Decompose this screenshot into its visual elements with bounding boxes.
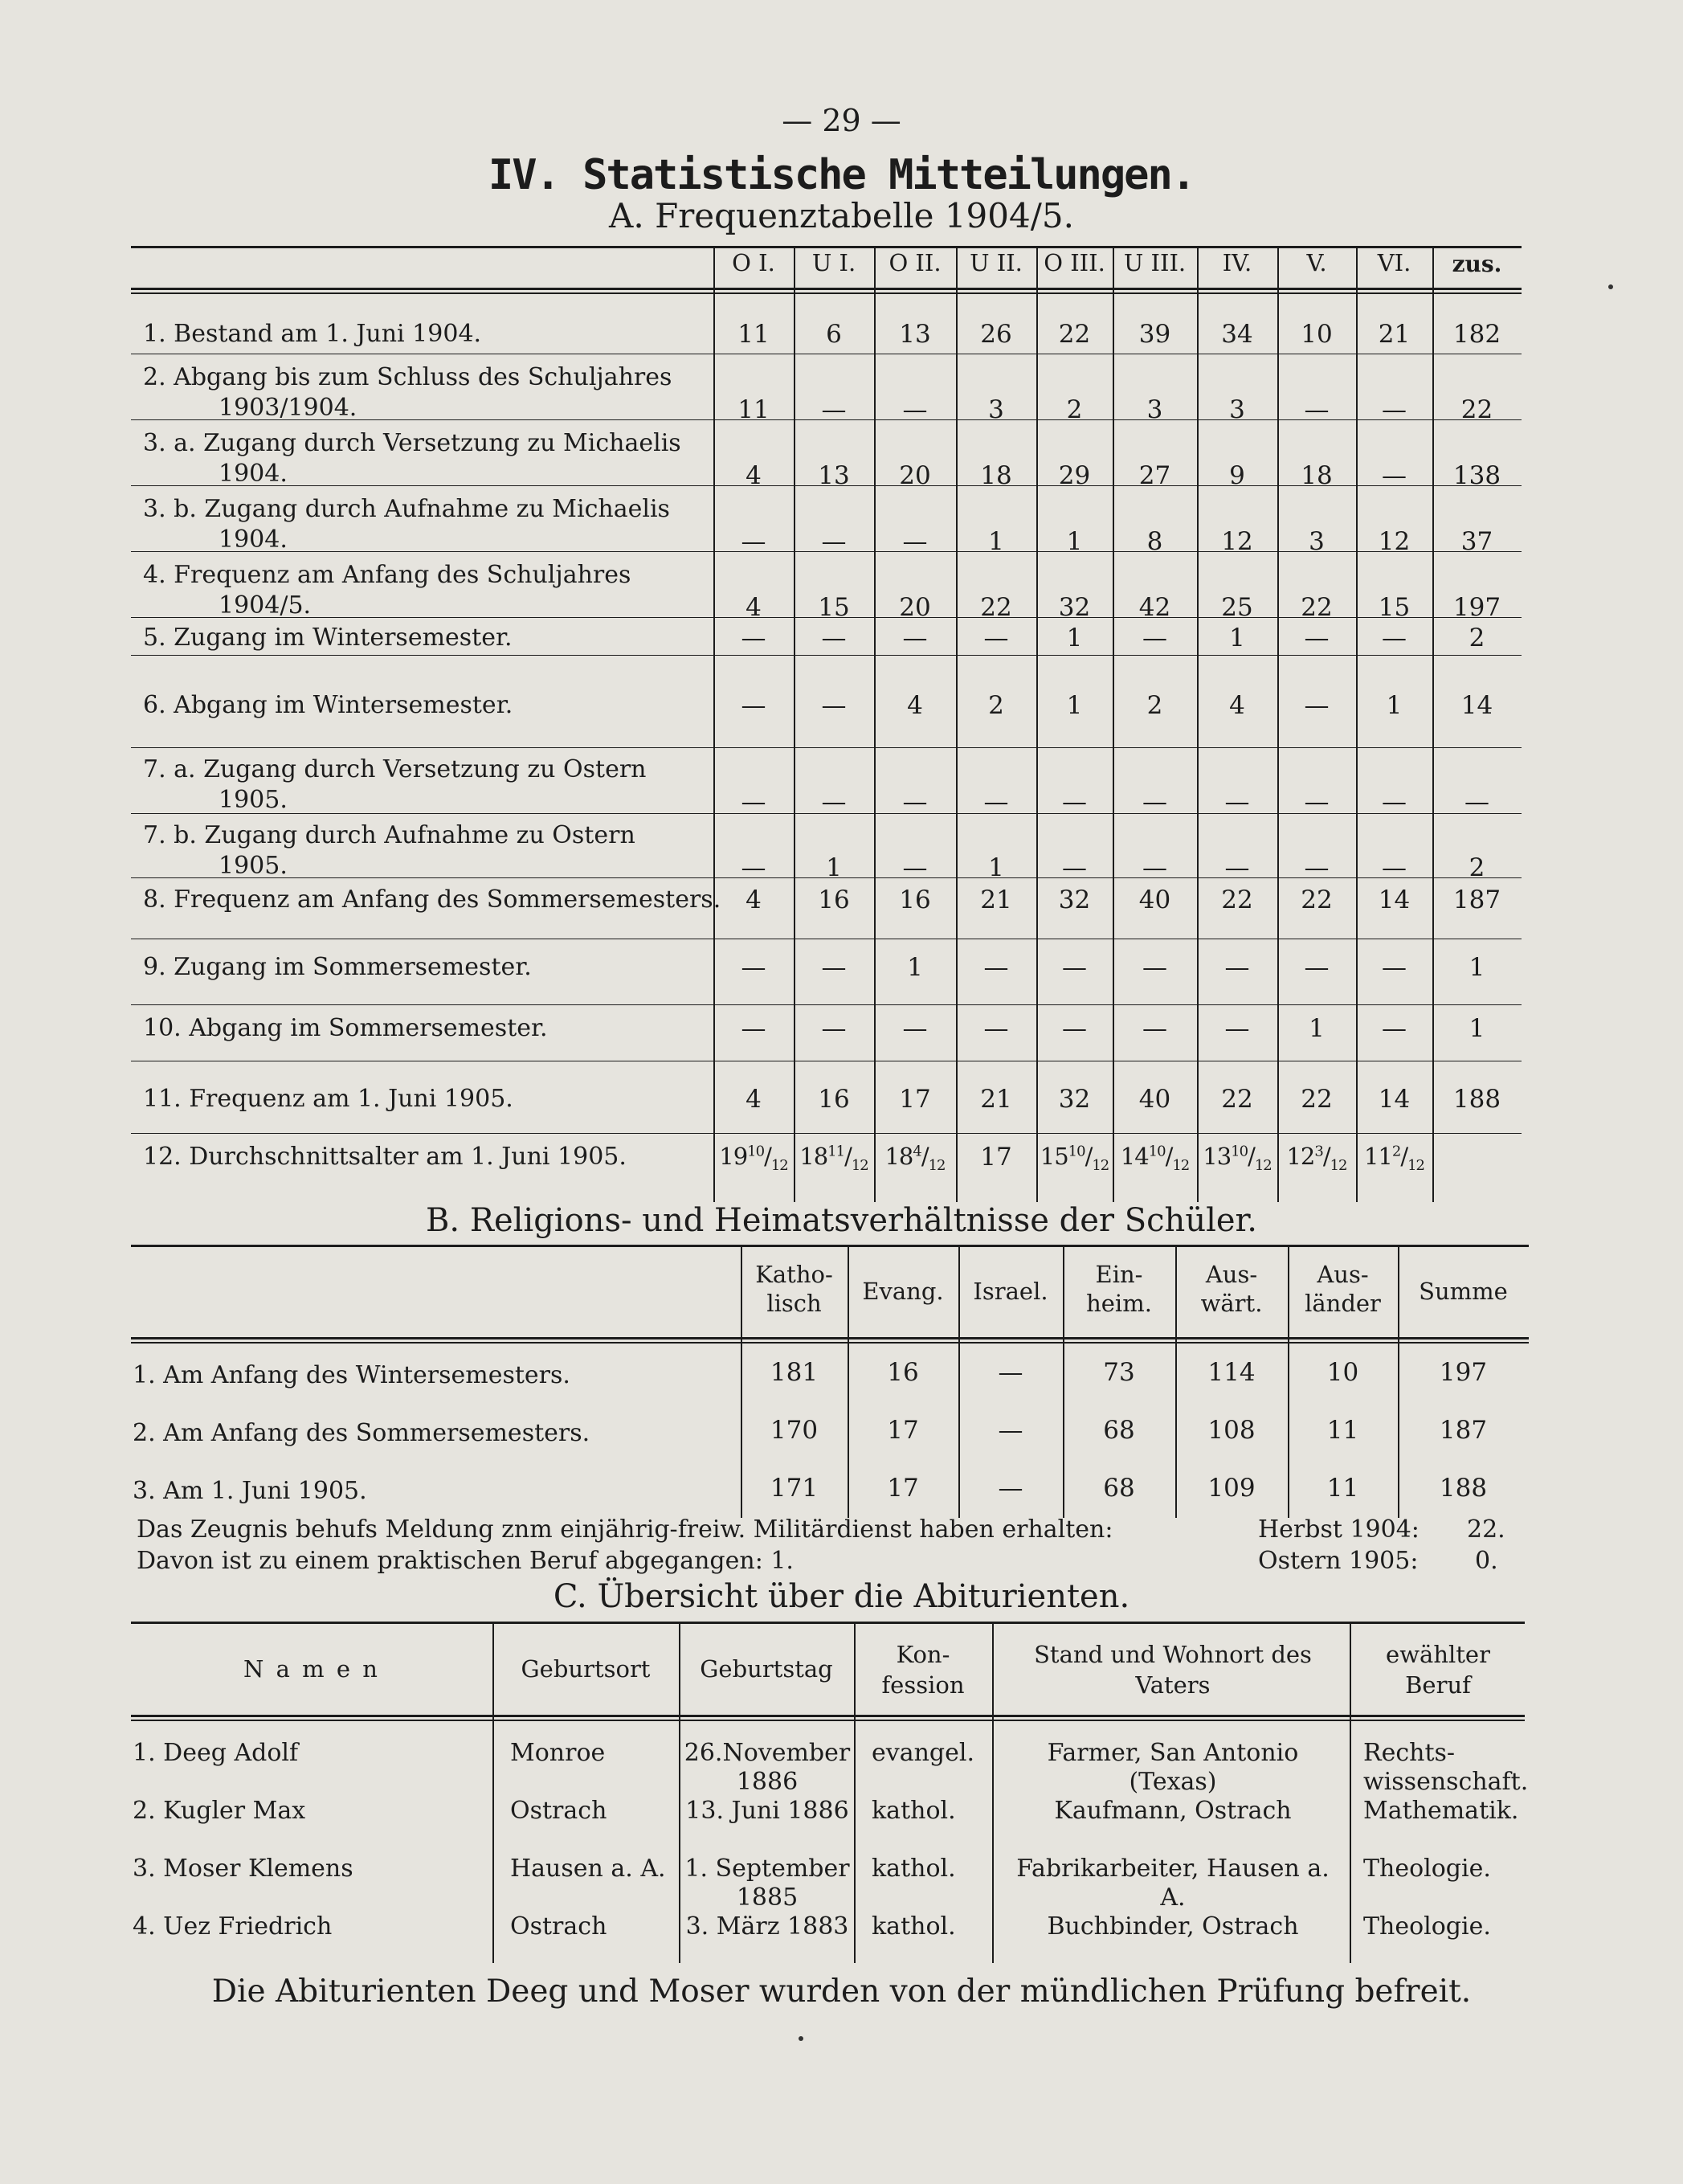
row-label: 3. a. Zugang durch Versetzung zu Michaelis <box>143 429 681 457</box>
table-cell: 17 <box>887 1416 919 1445</box>
table-cell: 73 <box>1103 1358 1135 1387</box>
table-cell: $11^2/_{12}$ <box>1363 1143 1425 1174</box>
row-label-continued: 1904/5. <box>219 591 312 620</box>
table-cell: 181 <box>770 1358 819 1387</box>
cell-tag: 26.November 1886 <box>684 1739 851 1796</box>
table-cell: 3 <box>1309 527 1325 556</box>
table-cell: — <box>1142 853 1167 882</box>
table-cell: 182 <box>1452 320 1501 349</box>
table-cell: 15 <box>818 593 850 622</box>
table-cell: 17 <box>887 1474 919 1503</box>
row-label-continued: 1905. <box>219 786 288 814</box>
table-cell: 14 <box>1378 885 1411 914</box>
speck <box>1608 284 1613 289</box>
table-cell: $12^3/_{12}$ <box>1286 1143 1347 1174</box>
cell-name: 3. Moser Klemens <box>133 1855 353 1883</box>
table-cell: 6 <box>826 320 842 349</box>
table-cell: 22 <box>1460 395 1493 424</box>
table-cell: 4 <box>746 461 762 490</box>
table-cell: 37 <box>1460 527 1493 556</box>
table-cell: — <box>1062 1014 1087 1043</box>
col-header-name: N a m e n <box>243 1655 380 1683</box>
cell-name: 1. Deeg Adolf <box>133 1739 299 1767</box>
table-cell: 3 <box>988 395 1004 424</box>
cell-tag: 3. März 1883 <box>685 1912 849 1941</box>
speck <box>799 2036 803 2041</box>
col-header-iv: IV. <box>1222 249 1252 276</box>
table-cell: $18^{11}/_{12}$ <box>799 1143 868 1174</box>
page-title: IV. Statistische Mitteilungen. <box>488 151 1195 199</box>
table-cell: — <box>1304 691 1330 720</box>
table-cell: 1 <box>1469 953 1485 982</box>
row-label-continued: 1904. <box>219 460 288 488</box>
table-cell: 26 <box>980 320 1012 349</box>
table-cell: 11 <box>737 395 770 424</box>
table-cell: 1 <box>1309 1014 1325 1043</box>
table-cell: 17 <box>980 1143 1012 1172</box>
table-cell: 108 <box>1207 1416 1256 1445</box>
table-cell: — <box>998 1474 1023 1503</box>
table-cell: — <box>1224 1014 1250 1043</box>
table-cell: — <box>741 953 766 982</box>
table-cell: — <box>1142 624 1167 652</box>
table-cell: — <box>1382 853 1407 882</box>
table-cell: — <box>821 527 847 556</box>
table-cell: — <box>902 624 928 652</box>
table-cell: 39 <box>1138 320 1171 349</box>
table-cell: 197 <box>1439 1358 1488 1387</box>
table-cell: 171 <box>770 1474 819 1503</box>
table-cell: — <box>983 953 1009 982</box>
table-cell: 13 <box>899 320 931 349</box>
table-cell: — <box>821 953 847 982</box>
table-cell: 12 <box>1378 527 1411 556</box>
table-cell: 1 <box>988 853 1004 882</box>
table-cell: 40 <box>1138 1085 1171 1114</box>
table-cell: 22 <box>1301 885 1333 914</box>
table-cell: 2 <box>988 691 1004 720</box>
table-cell: 1 <box>1229 624 1245 652</box>
table-cell: 11 <box>1326 1474 1359 1503</box>
table-cell: 16 <box>818 885 850 914</box>
row-label: 2. Am Anfang des Sommersemesters. <box>133 1419 590 1447</box>
cell-konf: kathol. <box>872 1912 956 1941</box>
cell-konf: kathol. <box>872 1797 956 1825</box>
table-cell: — <box>821 691 847 720</box>
table-cell: — <box>741 691 766 720</box>
table-cell: 2 <box>1066 395 1083 424</box>
footer-note: Die Abiturienten Deeg und Moser wurden von der mündlichen Prüfung befreit. <box>211 1973 1472 2010</box>
table-cell: — <box>1142 953 1167 982</box>
table-cell: 1 <box>1386 691 1403 720</box>
row-label: 6. Abgang im Wintersemester. <box>143 691 513 719</box>
table-cell: — <box>1224 953 1250 982</box>
table-cell: 27 <box>1138 461 1171 490</box>
table-cell: — <box>998 1416 1023 1445</box>
table-cell: 170 <box>770 1416 819 1445</box>
table-cell: 20 <box>899 593 931 622</box>
cell-beruf: Rechts- wissenschaft. <box>1363 1739 1529 1796</box>
cell-ort: Ostrach <box>510 1912 607 1941</box>
table-cell: 2 <box>1146 691 1163 720</box>
table-cell: 42 <box>1138 593 1171 622</box>
col-header-o2: O II. <box>888 249 942 276</box>
table-cell: 18 <box>980 461 1012 490</box>
table-cell: $14^{10}/_{12}$ <box>1120 1143 1190 1174</box>
table-cell: 4 <box>746 885 762 914</box>
col-header-o1: O I. <box>732 249 775 276</box>
table-cell: 10 <box>1301 320 1333 349</box>
table-cell: 4 <box>746 1085 762 1114</box>
table-cell: — <box>741 1014 766 1043</box>
table-cell: — <box>1062 787 1087 816</box>
cell-vater: Fabrikarbeiter, Hausen a. A. <box>1016 1855 1330 1912</box>
table-cell: 2 <box>1469 624 1485 652</box>
table-cell: 188 <box>1452 1085 1501 1114</box>
page-number: — 29 — <box>782 103 901 138</box>
table-cell: — <box>1304 953 1330 982</box>
table-cell: — <box>983 624 1009 652</box>
table-cell: 1 <box>1469 1014 1485 1043</box>
table-cell: — <box>741 787 766 816</box>
table-cell: — <box>1142 1014 1167 1043</box>
table-cell: — <box>741 527 766 556</box>
table-cell: — <box>1304 853 1330 882</box>
table-cell: 1 <box>1066 527 1083 556</box>
table-cell: 21 <box>980 1085 1012 1114</box>
row-label: 5. Zugang im Wintersemester. <box>143 624 513 652</box>
certificate-note: Das Zeugnis behufs Meldung znm einjährig-freiw. Militärdienst haben erhalten: <box>137 1515 1113 1544</box>
table-cell: — <box>983 1014 1009 1043</box>
table-cell: 14 <box>1378 1085 1411 1114</box>
col-header-o3: O III. <box>1044 249 1105 276</box>
table-cell: 22 <box>1221 1085 1253 1114</box>
cell-konf: kathol. <box>872 1855 956 1883</box>
table-cell: 15 <box>1378 593 1411 622</box>
cell-beruf: Theologie. <box>1363 1855 1491 1883</box>
table-cell: — <box>1304 624 1330 652</box>
table-cell: 68 <box>1103 1474 1135 1503</box>
table-cell: — <box>1382 624 1407 652</box>
table-cell: 138 <box>1452 461 1501 490</box>
row-label-continued: 1904. <box>219 526 288 554</box>
table-cell: 4 <box>907 691 923 720</box>
cell-konf: evangel. <box>872 1739 974 1767</box>
table-cell: — <box>821 787 847 816</box>
col-header-confession: Kon- fession <box>881 1641 965 1699</box>
table-cell: 22 <box>1221 885 1253 914</box>
table-cell: — <box>1382 787 1407 816</box>
table-cell: 16 <box>818 1085 850 1114</box>
row-label: 8. Frequenz am Anfang des Sommersemesters. <box>143 885 721 914</box>
col-header-u1: U I. <box>811 249 856 276</box>
table-cell: $15^{10}/_{12}$ <box>1040 1143 1109 1174</box>
table-cell: 109 <box>1207 1474 1256 1503</box>
table-cell: 21 <box>980 885 1012 914</box>
row-label-continued: 1905. <box>219 852 288 880</box>
cell-ort: Hausen a. A. <box>510 1855 666 1883</box>
table-cell: 188 <box>1439 1474 1488 1503</box>
table-cell: 1 <box>826 853 842 882</box>
row-label: 7. b. Zugang durch Aufnahme zu Ostern <box>143 821 635 849</box>
table-cell: — <box>741 624 766 652</box>
table-cell: 13 <box>818 461 850 490</box>
autumn-label: Herbst 1904: <box>1258 1515 1420 1544</box>
table-cell: 22 <box>1058 320 1091 349</box>
table-cell: 32 <box>1058 1085 1091 1114</box>
table-cell: — <box>902 853 928 882</box>
table-cell: 34 <box>1221 320 1253 349</box>
table-cell: — <box>902 787 928 816</box>
col-header-v: V. <box>1306 249 1327 276</box>
table-cell: 1 <box>1066 691 1083 720</box>
table-cell: 40 <box>1138 885 1171 914</box>
cell-tag: 1. September 1885 <box>684 1855 850 1912</box>
col-header-u3: U III. <box>1123 249 1187 276</box>
table-cell: — <box>821 624 847 652</box>
table-cell: $18^4/_{12}$ <box>884 1143 946 1174</box>
row-label: 12. Durchschnittsalter am 1. Juni 1905. <box>143 1143 627 1171</box>
table-cell: 17 <box>899 1085 931 1114</box>
table-cell: $19^{10}/_{12}$ <box>719 1143 788 1174</box>
col-header-local: Ein- heim. <box>1086 1261 1152 1317</box>
table-cell: 1 <box>988 527 1004 556</box>
table-cell: — <box>1062 853 1087 882</box>
col-header-vi: VI. <box>1377 249 1411 276</box>
table-cell: 4 <box>746 593 762 622</box>
row-label: 1. Bestand am 1. Juni 1904. <box>143 320 482 348</box>
easter-label: Ostern 1905: <box>1258 1547 1419 1575</box>
col-header-catholic: Katho- lisch <box>755 1261 833 1317</box>
table-cell: — <box>821 1014 847 1043</box>
table-cell: 16 <box>887 1358 919 1387</box>
table-cell: 10 <box>1326 1358 1359 1387</box>
cell-beruf: Mathematik. <box>1363 1797 1519 1825</box>
table-cell: 2 <box>1469 853 1485 882</box>
table-cell: — <box>983 787 1009 816</box>
table-cell: — <box>902 395 928 424</box>
table-cell: 187 <box>1439 1416 1488 1445</box>
row-label: 4. Frequenz am Anfang des Schuljahres <box>143 561 631 589</box>
table-cell: — <box>1382 395 1407 424</box>
table-cell: — <box>1382 1014 1407 1043</box>
table-cell: 11 <box>1326 1416 1359 1445</box>
table-cell: — <box>1464 787 1489 816</box>
table-cell: — <box>1304 395 1330 424</box>
table-cell: 20 <box>899 461 931 490</box>
table-cell: $13^{10}/_{12}$ <box>1203 1143 1272 1174</box>
section-a-title: A. Frequenztabelle 1904/5. <box>609 196 1074 235</box>
table-cell: — <box>1062 953 1087 982</box>
table-cell: — <box>821 395 847 424</box>
table-cell: — <box>1224 853 1250 882</box>
table-cell: — <box>1224 787 1250 816</box>
table-cell: 1 <box>907 953 923 982</box>
cell-vater: Kaufmann, Ostrach <box>1054 1797 1292 1825</box>
col-header-profession: ewählter Beruf <box>1386 1641 1490 1699</box>
table-cell: 22 <box>1301 593 1333 622</box>
table-cell: 18 <box>1301 461 1333 490</box>
table-cell: 12 <box>1221 527 1253 556</box>
cell-beruf: Theologie. <box>1363 1912 1491 1941</box>
cell-name: 2. Kugler Max <box>133 1797 306 1825</box>
row-label: 3. Am 1. Juni 1905. <box>133 1477 367 1505</box>
cell-vater: Buchbinder, Ostrach <box>1047 1912 1299 1941</box>
col-header-protestant: Evang. <box>862 1278 944 1305</box>
table-cell: — <box>741 853 766 882</box>
table-cell: 114 <box>1207 1358 1256 1387</box>
table-cell: 187 <box>1452 885 1501 914</box>
col-header-u2: U II. <box>970 249 1023 276</box>
table-cell: 32 <box>1058 593 1091 622</box>
section-c-title: C. Übersicht über die Abiturienten. <box>553 1578 1130 1615</box>
cell-vater: Farmer, San Antonio (Texas) <box>1047 1739 1299 1796</box>
table-cell: 68 <box>1103 1416 1135 1445</box>
row-label: 9. Zugang im Sommersemester. <box>143 953 532 981</box>
career-note: Davon ist zu einem praktischen Beruf abgegangen: 1. <box>137 1547 794 1575</box>
table-cell: 16 <box>899 885 931 914</box>
table-cell: — <box>1382 953 1407 982</box>
col-header-jewish: Israel. <box>973 1278 1048 1305</box>
section-b-title: B. Religions- und Heimatsverhältnisse der Schüler. <box>426 1202 1257 1239</box>
cell-ort: Monroe <box>510 1739 606 1767</box>
table-cell: 22 <box>980 593 1012 622</box>
table-cell: 8 <box>1146 527 1163 556</box>
table-cell: 3 <box>1146 395 1163 424</box>
table-cell: 4 <box>1229 691 1245 720</box>
row-label-continued: 1903/1904. <box>219 394 357 422</box>
table-cell: — <box>902 527 928 556</box>
table-cell: — <box>1382 461 1407 490</box>
table-cell: 11 <box>737 320 770 349</box>
row-label: 7. a. Zugang durch Versetzung zu Ostern <box>143 755 647 783</box>
table-cell: — <box>1304 787 1330 816</box>
table-cell: 14 <box>1460 691 1493 720</box>
table-cell: — <box>1142 787 1167 816</box>
row-label: 10. Abgang im Sommersemester. <box>143 1014 548 1042</box>
row-label: 1. Am Anfang des Wintersemesters. <box>133 1361 570 1389</box>
cell-ort: Ostrach <box>510 1797 607 1825</box>
col-header-external: Aus- wärt. <box>1200 1261 1263 1317</box>
col-header-sum: Summe <box>1419 1278 1508 1305</box>
table-cell: — <box>902 1014 928 1043</box>
cell-name: 4. Uez Friedrich <box>133 1912 333 1941</box>
easter-value: 0. <box>1475 1547 1498 1575</box>
row-label: 3. b. Zugang durch Aufnahme zu Michaelis <box>143 495 670 523</box>
table-cell: 1 <box>1066 624 1083 652</box>
row-label: 2. Abgang bis zum Schluss des Schuljahres <box>143 363 672 391</box>
table-cell: 32 <box>1058 885 1091 914</box>
table-cell: 197 <box>1452 593 1501 622</box>
cell-tag: 13. Juni 1886 <box>685 1797 849 1825</box>
col-header-father: Stand und Wohnort des Vaters <box>1034 1641 1312 1699</box>
col-header-birthplace: Geburtsort <box>521 1655 651 1683</box>
table-cell: 29 <box>1058 461 1091 490</box>
row-label: 11. Frequenz am 1. Juni 1905. <box>143 1085 513 1113</box>
col-header-birthday: Geburtstag <box>700 1655 833 1683</box>
table-cell: — <box>998 1358 1023 1387</box>
table-cell: 25 <box>1221 593 1253 622</box>
table-cell: 3 <box>1229 395 1245 424</box>
table-cell: 21 <box>1378 320 1411 349</box>
col-header-foreign: Aus- länder <box>1305 1261 1381 1317</box>
table-cell: 9 <box>1229 461 1245 490</box>
autumn-value: 22. <box>1467 1515 1505 1544</box>
col-header-total: zus. <box>1452 251 1502 277</box>
table-cell: 22 <box>1301 1085 1333 1114</box>
